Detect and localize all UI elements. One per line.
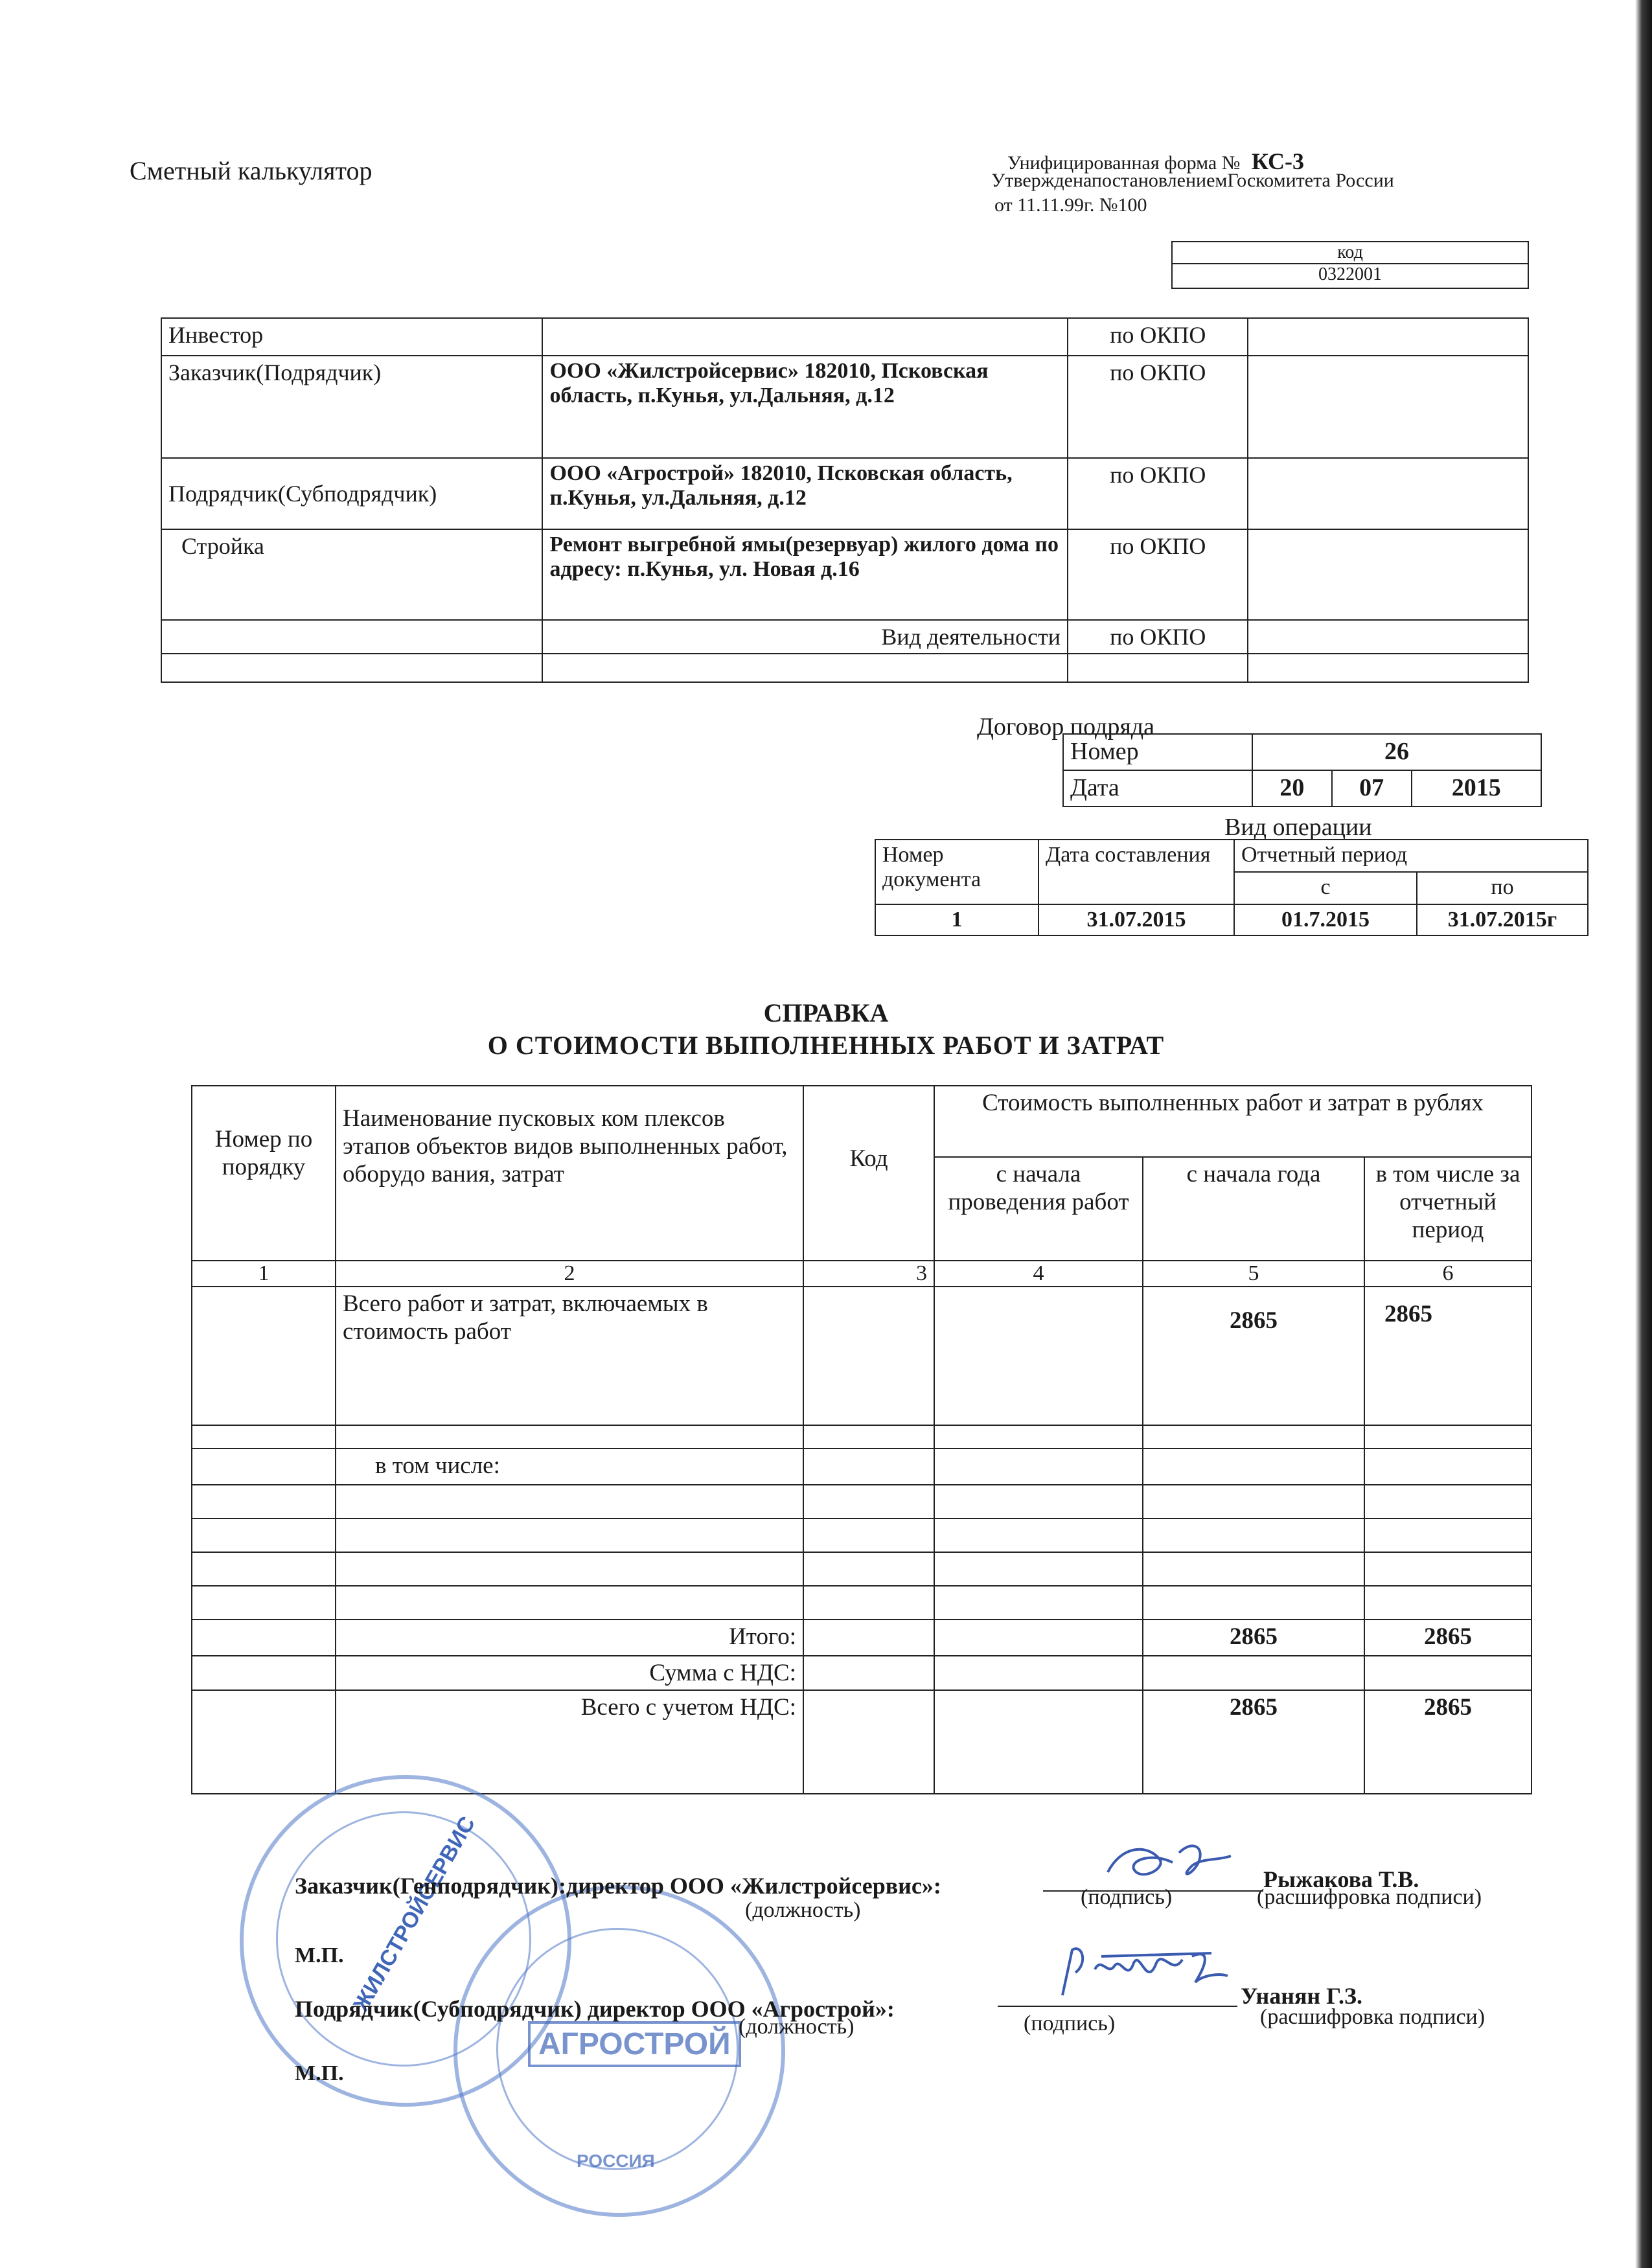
form-number: КС-3 <box>1251 148 1305 174</box>
table-cell <box>1143 1656 1364 1690</box>
table-cell <box>1364 1518 1532 1552</box>
table-cell <box>803 1425 934 1449</box>
total-row-since-year: 2865 <box>1143 1287 1364 1425</box>
table-cell <box>803 1287 934 1425</box>
grand-total-since-year: 2865 <box>1143 1690 1364 1794</box>
okpo-label: по ОКПО <box>1068 529 1248 620</box>
contractor-label: Подрядчик(Субподрядчик) <box>161 458 542 529</box>
table-cell <box>1364 1449 1532 1485</box>
construction-label: Стройка <box>161 529 542 620</box>
contract-month: 07 <box>1332 770 1412 807</box>
table-cell <box>934 1656 1143 1690</box>
table-cell <box>1143 1425 1364 1449</box>
stamp-agrostroy-country: РОССИЯ <box>577 2151 655 2171</box>
contractor-signature <box>1043 1937 1237 2008</box>
col-order-header: Номер по порядку <box>192 1086 336 1261</box>
empty-cell <box>1248 654 1528 682</box>
period-from: 01.7.2015 <box>1234 904 1417 935</box>
table-cell <box>1143 1518 1364 1552</box>
col-number-6: 6 <box>1364 1261 1532 1287</box>
col-number-3: 3 <box>803 1261 934 1287</box>
okpo-label: по ОКПО <box>1068 356 1248 458</box>
table-cell <box>192 1656 336 1690</box>
empty-cell <box>1068 654 1248 682</box>
customer-sign-text <box>295 1872 941 1899</box>
approval-date-line: от 11.11.99г. №100 <box>994 194 1147 216</box>
construction-value: Ремонт выгребной ямы(резервуар) жилого дома по адресу: п.Кунья, ул. Новая д.16 <box>542 529 1068 620</box>
contractor-sign-text: Подрядчик(Субподрядчик) директор ООО «Агрострой»: <box>295 1996 895 2022</box>
table-cell <box>1364 1552 1532 1586</box>
table-cell <box>1364 1586 1532 1620</box>
contract-number-label: Номер <box>1063 734 1252 770</box>
col-period-header: в том числе за отчетный период <box>1364 1157 1532 1261</box>
table-cell <box>1143 1552 1364 1586</box>
table-cell <box>803 1518 934 1552</box>
table-cell <box>1143 1586 1364 1620</box>
table-cell <box>336 1552 803 1586</box>
customer-label: Заказчик(Подрядчик) <box>161 356 542 458</box>
code-box <box>1171 241 1529 289</box>
doc-number-header: Номер документа <box>875 840 1038 904</box>
signature-caption: (подпись) <box>1081 1885 1173 1909</box>
table-cell <box>934 1518 1143 1552</box>
col-code-header: Код <box>803 1086 934 1261</box>
table-cell <box>934 1620 1143 1656</box>
doc-number: 1 <box>875 904 1038 935</box>
col-number-2: 2 <box>336 1261 803 1287</box>
calculator-label: Сметный калькулятор <box>130 156 373 185</box>
stamp-zhilstroyservis-text: ЖИЛСТРОЙСЕРВИС <box>349 1812 481 2016</box>
doc-date-header: Дата составления <box>1038 840 1234 904</box>
table-cell <box>803 1656 934 1690</box>
table-cell <box>803 1690 934 1794</box>
col-number-1: 1 <box>192 1261 336 1287</box>
contract-title: Договор подряда <box>977 713 1154 740</box>
okpo-label: по ОКПО <box>1068 318 1248 356</box>
table-cell <box>1364 1485 1532 1518</box>
including-label: в том числе: <box>336 1449 803 1485</box>
table-cell <box>934 1552 1143 1586</box>
table-cell <box>192 1552 336 1586</box>
code-label: код <box>1172 242 1528 264</box>
period-from-header: с <box>1234 872 1417 904</box>
position-caption: (должность) <box>745 1898 861 1922</box>
col-name-header: Наименование пусковых ком плексов этапов объектов видов выполненных работ, оборудо вания, затрат <box>336 1086 803 1261</box>
empty-cell <box>161 654 542 682</box>
doc-title: СПРАВКА <box>763 998 889 1027</box>
doc-date: 31.07.2015 <box>1038 904 1234 935</box>
table-cell <box>192 1518 336 1552</box>
table-cell <box>934 1690 1143 1794</box>
table-cell <box>803 1449 934 1485</box>
stamp-agrostroy-text: АГРОСТРОЙ <box>528 2021 741 2067</box>
col-number-4: 4 <box>934 1261 1143 1287</box>
table-cell <box>192 1586 336 1620</box>
table-cell <box>803 1586 934 1620</box>
cost-header: Стоимость выполненных работ и затрат в рублях <box>934 1086 1532 1157</box>
table-cell <box>192 1620 336 1656</box>
parties-table <box>161 317 1529 683</box>
contract-table <box>1062 733 1542 807</box>
table-cell <box>803 1485 934 1518</box>
table-cell <box>934 1449 1143 1485</box>
okpo-value <box>1248 529 1528 620</box>
investor-label: Инвестор <box>161 318 542 356</box>
okpo-value <box>1248 458 1528 529</box>
okpo-label: по ОКПО <box>1068 458 1248 529</box>
operation-label: Вид операции <box>1224 814 1372 841</box>
period-to: 31.07.2015г <box>1417 904 1588 935</box>
table-cell <box>934 1425 1143 1449</box>
table-cell <box>192 1690 336 1794</box>
table-cell <box>336 1586 803 1620</box>
contract-day: 20 <box>1252 770 1332 807</box>
scan-edge <box>1635 0 1652 2268</box>
period-to-header: по <box>1417 872 1588 904</box>
table-cell <box>1143 1485 1364 1518</box>
table-cell <box>934 1485 1143 1518</box>
okpo-value <box>1248 318 1528 356</box>
approved-line: УтвержденапостановлениемГоскомитета России <box>991 170 1394 191</box>
col-number-5: 5 <box>1143 1261 1364 1287</box>
decode-caption: (расшифровка подписи) <box>1260 2005 1486 2029</box>
empty-cell <box>542 654 1068 682</box>
customer-value: ООО «Жилстройсервис» 182010, Псковская область, п.Кунья, ул.Дальняя, д.12 <box>542 356 1068 458</box>
table-cell <box>192 1485 336 1518</box>
period-header: Отчетный период <box>1234 840 1588 872</box>
signature-caption: (подпись) <box>1024 2011 1116 2035</box>
table-cell <box>1364 1425 1532 1449</box>
table-cell <box>1364 1656 1532 1690</box>
customer-position: Заказчик(Генподрядчик):директор ООО «Жилстройсервис»: <box>295 1873 941 1899</box>
contractor-name: Унанян Г.З. <box>1241 1983 1363 2009</box>
table-cell <box>192 1425 336 1449</box>
form-line-prefix: Унифицированная форма № <box>1007 152 1241 174</box>
activity-label: Вид деятельности <box>542 620 1068 654</box>
stamp-place-2: М.П. <box>295 2061 344 2085</box>
col-since-start-header: с начала проведения работ <box>934 1157 1143 1261</box>
table-cell <box>336 1518 803 1552</box>
contractor-value: ООО «Агрострой» 182010, Псковская область, п.Кунья, ул.Дальняя, д.12 <box>542 458 1068 529</box>
total-row-label: Всего работ и затрат, включаемых в стоимость работ <box>336 1287 803 1425</box>
table-cell <box>336 1485 803 1518</box>
decode-caption: (расшифровка подписи) <box>1257 1885 1482 1909</box>
table-cell <box>192 1287 336 1425</box>
stamp-place-1: М.П. <box>295 1943 344 1967</box>
itogo-since-year: 2865 <box>1143 1620 1364 1656</box>
contract-year: 2015 <box>1412 770 1542 807</box>
contract-number-value: 26 <box>1252 734 1541 770</box>
table-cell <box>934 1287 1143 1425</box>
okpo-value <box>1248 356 1528 458</box>
col-since-year-header: с начала года <box>1143 1157 1364 1261</box>
code-value: 0322001 <box>1172 264 1528 288</box>
table-cell <box>192 1449 336 1485</box>
doc-info-table <box>875 839 1589 936</box>
table-cell <box>1143 1449 1364 1485</box>
grand-total-period: 2865 <box>1364 1690 1532 1794</box>
table-cell <box>934 1586 1143 1620</box>
itogo-period: 2865 <box>1364 1620 1532 1656</box>
main-table <box>191 1085 1532 1794</box>
customer-name: Рыжакова Т.В. <box>1263 1866 1419 1892</box>
vat-label: Сумма с НДС: <box>336 1656 803 1690</box>
empty-cell <box>161 620 542 654</box>
okpo-value <box>1248 620 1528 654</box>
doc-subtitle: О СТОИМОСТИ ВЫПОЛНЕННЫХ РАБОТ И ЗАТРАТ <box>487 1031 1165 1060</box>
grand-total-label: Всего с учетом НДС: <box>336 1690 803 1794</box>
investor-value <box>542 318 1068 356</box>
table-cell <box>336 1425 803 1449</box>
table-cell <box>803 1552 934 1586</box>
okpo-label: по ОКПО <box>1068 620 1248 654</box>
position-caption: (должность) <box>739 2015 855 2039</box>
contract-date-label: Дата <box>1063 770 1252 807</box>
total-row-period: 2865 <box>1364 1287 1532 1425</box>
table-cell <box>803 1620 934 1656</box>
itogo-label: Итого: <box>336 1620 803 1656</box>
